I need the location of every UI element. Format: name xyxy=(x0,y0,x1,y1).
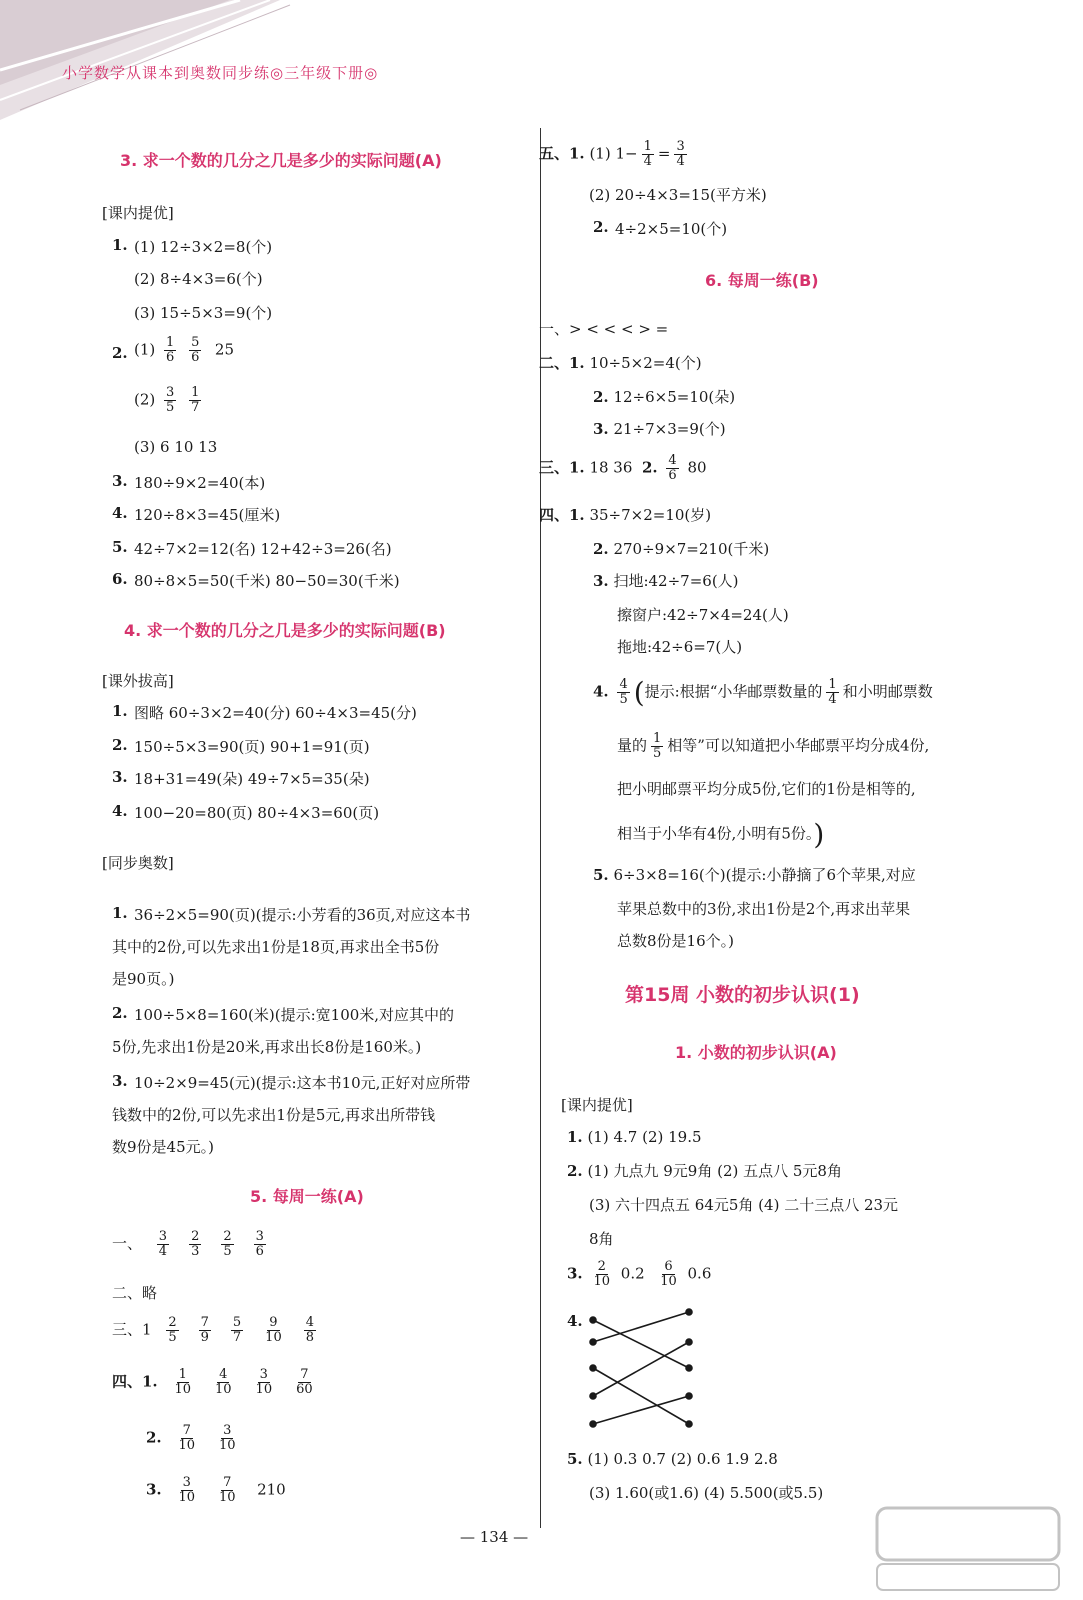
answer-line: 18+31=49(朵) 49÷7×5=35(朵) xyxy=(134,770,370,788)
label: 三、1. xyxy=(539,458,585,477)
answer-line: 钱数中的2份,可以先求出1份是5元,再求出所带钱 xyxy=(112,1106,436,1124)
value: (1) 九点九 9元9角 (2) 五点八 5元8角 xyxy=(587,1162,842,1180)
fraction: $\frac{2}{10}$ xyxy=(593,1259,610,1289)
answer-line: 苹果总数中的3份,求出1份是2个,再求出苹果 xyxy=(617,900,911,918)
fraction: $\frac{4}{6}$ xyxy=(668,453,677,483)
section-title: 6. 每周一练(B) xyxy=(705,271,819,290)
question-number: 4. xyxy=(112,504,128,522)
hint-text: 相等”可以知道把小华邮票平均分成4份, xyxy=(667,736,930,755)
label: (2) xyxy=(134,390,156,409)
answer-line xyxy=(567,1260,711,1289)
answer-line xyxy=(539,140,691,169)
value: 21÷7×3=9(个) xyxy=(613,420,726,438)
answer-line: 150÷5×3=90(页) 90+1=91(页) xyxy=(134,738,370,756)
section-title: 3. 求一个数的几分之几是多少的实际问题(A) xyxy=(120,151,442,170)
fraction: $\frac{1}{4}$ xyxy=(828,677,837,707)
section-title: 5. 每周一练(A) xyxy=(250,1187,364,1206)
answer-line: 二、略 xyxy=(112,1284,158,1302)
label: 2. xyxy=(146,1428,162,1447)
answer-line: 180÷9×2=40(本) xyxy=(134,474,266,492)
value: 210 xyxy=(257,1480,286,1499)
answer-line xyxy=(134,336,234,365)
question-number: 2. xyxy=(593,218,609,236)
value: 18 36 xyxy=(589,458,633,477)
answer-line xyxy=(112,1368,325,1397)
answer-line: 擦窗户:42÷7×4=24(人) xyxy=(617,606,789,624)
fraction-group xyxy=(162,1367,324,1397)
answer-line: 图略 60÷3×2=40(分) 60÷4×3=45(分) xyxy=(134,704,417,722)
label: 2. xyxy=(593,540,609,558)
answer-line: 4÷2×5=10(个) xyxy=(615,220,728,238)
fraction: $\frac{6}{10}$ xyxy=(660,1259,677,1289)
answer-line xyxy=(617,732,929,761)
answer-line: 10÷2×9=45(元)(提示:这本书10元,正好对应所带 xyxy=(134,1074,471,1092)
value: 270÷9×7=210(千米) xyxy=(613,540,770,558)
fraction: $\frac{5}{6}$ xyxy=(191,335,200,365)
section-tag: [课外拔高] xyxy=(102,672,174,690)
value: (1) 1− xyxy=(589,144,638,163)
question-number: 6. xyxy=(112,570,128,588)
label: (1) xyxy=(134,340,156,359)
value: 12÷6×5=10(朵) xyxy=(613,388,736,406)
answer-line xyxy=(539,352,702,373)
question-number: 4. xyxy=(112,802,128,820)
answer-line: (2) 20÷4×3=15(平方米) xyxy=(589,186,767,204)
label: 1. xyxy=(567,1128,583,1146)
question-number: 1. xyxy=(112,236,128,254)
fraction: $\frac{3}{5}$ xyxy=(166,385,175,415)
label: 3. xyxy=(567,1264,583,1283)
question-number: 2. xyxy=(112,1004,128,1022)
label: 3. xyxy=(593,420,609,438)
label: 五、1. xyxy=(539,144,585,163)
fraction: $\frac{3}{10}$ xyxy=(178,1475,195,1505)
answer-line: 8角 xyxy=(589,1230,614,1248)
answer-line xyxy=(146,1476,286,1505)
question-number: 2. xyxy=(112,736,128,754)
answer-line: 42÷7×2=12(名) 12+42÷3=26(名) xyxy=(134,540,392,558)
section-title: 4. 求一个数的几分之几是多少的实际问题(B) xyxy=(124,621,446,640)
answer-line xyxy=(567,1128,702,1146)
fraction: $\frac{7}{60}$ xyxy=(296,1367,313,1397)
answer-line xyxy=(567,1160,842,1181)
label: 3. xyxy=(593,572,609,590)
question-number: 2. xyxy=(112,344,128,362)
value: 80 xyxy=(687,458,707,477)
answer-line: 100÷5×8=160(米)(提示:宽100米,对应其中的 xyxy=(134,1006,455,1024)
answer-line: (3) 1.60(或1.6) (4) 5.500(或5.5) xyxy=(589,1484,824,1502)
fraction: $\frac{7}{9}$ xyxy=(200,1315,209,1345)
question-number: 1. xyxy=(112,702,128,720)
fraction: $\frac{2}{3}$ xyxy=(191,1229,200,1259)
fraction: $\frac{5}{7}$ xyxy=(232,1315,242,1345)
value: (1) 0.3 0.7 (2) 0.6 1.9 2.8 xyxy=(587,1450,778,1468)
label: 5. xyxy=(593,866,609,884)
label: 四、1. xyxy=(112,1372,158,1391)
fraction: $\frac{4}{5}$ xyxy=(619,677,628,707)
answer-line: 一、> < < < > = xyxy=(539,320,669,338)
answer-line xyxy=(146,1424,248,1453)
label: 2. xyxy=(567,1162,583,1180)
fraction: $\frac{2}{5}$ xyxy=(223,1229,232,1259)
section-tag: [课内提优] xyxy=(561,1096,633,1114)
label: 4. xyxy=(593,682,609,701)
fraction: $\frac{3}{4}$ xyxy=(676,139,685,169)
fraction: $\frac{1}{7}$ xyxy=(191,385,200,415)
fraction: $\frac{7}{10}$ xyxy=(219,1475,236,1505)
answer-line: 相当于小华有4份,小明有5份。) xyxy=(617,818,825,851)
answer-line: 4. $\frac{4}{5}$ (提示:根据“小华邮票数量的 $\frac{1}{4}$ 和小明邮票数 xyxy=(593,676,933,709)
chapter-title: 第15周 小数的初步认识(1) xyxy=(625,984,860,1006)
value: 35÷7×2=10(岁) xyxy=(589,506,712,524)
fraction: $\frac{3}{4}$ xyxy=(158,1229,168,1259)
label: 2. xyxy=(593,388,609,406)
answer-line xyxy=(593,570,739,591)
question-number: 4. xyxy=(567,1312,583,1330)
book-title: 小学数学从课本到奥数同步练◎三年级下册◎ xyxy=(62,64,379,82)
answer-line: 5份,先求出1份是20米,再求出长8份是160米。) xyxy=(112,1038,422,1056)
fraction-group xyxy=(166,1475,247,1505)
question-number: 3. xyxy=(112,768,128,786)
hint-text: 提示:根据“小华邮票数量的 xyxy=(644,682,823,701)
answer-line: 其中的2份,可以先求出1份是18页,再求出全书5份 xyxy=(112,938,440,956)
question-number: 5. xyxy=(112,538,128,556)
value: 6÷3×8=16(个)(提示:小静摘了6个苹果,对应 xyxy=(613,866,916,884)
answer-line: (1) 12÷3×2=8(个) xyxy=(134,238,273,256)
page-number: — 134 — xyxy=(460,1528,529,1546)
fraction-group xyxy=(166,1423,247,1453)
label: 2. xyxy=(641,458,658,477)
fraction: $\frac{1}{6}$ xyxy=(166,335,175,365)
fraction: $\frac{4}{8}$ xyxy=(305,1315,314,1345)
fraction: $\frac{4}{10}$ xyxy=(215,1367,232,1397)
label: 3. xyxy=(146,1480,162,1499)
fraction: $\frac{7}{10}$ xyxy=(178,1423,195,1453)
label: 三、1 xyxy=(112,1320,152,1339)
answer-line: 总数8份是16个。) xyxy=(617,932,734,950)
fraction: $\frac{3}{6}$ xyxy=(255,1229,264,1259)
answer-line: (3) 6 10 13 xyxy=(134,438,218,456)
answer-line xyxy=(593,538,769,559)
answer-line: 100−20=80(页) 80÷4×3=60(页) xyxy=(134,804,380,822)
fraction: $\frac{9}{10}$ xyxy=(265,1315,282,1345)
answer-line xyxy=(112,1316,326,1345)
answer-line xyxy=(539,504,711,525)
answer-line xyxy=(112,1230,276,1259)
answer-line: 是90页。) xyxy=(112,970,175,988)
answer-line xyxy=(567,1450,778,1468)
question-number: 3. xyxy=(112,472,128,490)
value: = xyxy=(657,144,671,163)
fraction: $\frac{1}{10}$ xyxy=(174,1367,191,1397)
fraction-group xyxy=(156,1315,326,1345)
hint-text: 和小明邮票数 xyxy=(842,682,933,701)
answer-line xyxy=(134,386,205,415)
value: 0.2 xyxy=(620,1264,645,1283)
fraction: $\frac{3}{10}$ xyxy=(255,1367,273,1397)
answer-line xyxy=(593,418,726,439)
question-number: 1. xyxy=(112,904,128,922)
hint-text: 量的 xyxy=(617,736,648,755)
fraction-group xyxy=(147,1229,276,1259)
answer-line: 把小明邮票平均分成5份,它们的1份是相等的, xyxy=(617,780,916,798)
answer-line: (3) 15÷5×3=9(个) xyxy=(134,304,273,322)
answer-line: 80÷8×5=50(千米) 80−50=30(千米) xyxy=(134,572,400,590)
value: 0.6 xyxy=(687,1264,712,1283)
question-number: 3. xyxy=(112,1072,128,1090)
hint-text: 相当于小华有4份,小明有5份。 xyxy=(617,824,814,843)
section-tag: [同步奥数] xyxy=(102,854,174,872)
answer-line: (2) 8÷4×3=6(个) xyxy=(134,270,263,288)
section-tag: [课内提优] xyxy=(102,204,174,222)
label: 四、1. xyxy=(539,506,585,524)
value: 10÷5×2=4(个) xyxy=(589,354,702,372)
section-title: 1. 小数的初步认识(A) xyxy=(675,1043,837,1062)
answer-line: 数9份是45元。) xyxy=(112,1138,214,1156)
value: 扫地:42÷7=6(人) xyxy=(613,572,739,590)
answer-line: 36÷2×5=90(页)(提示:小芳看的36页,对应这本书 xyxy=(134,906,471,924)
fraction: $\frac{3}{10}$ xyxy=(219,1423,236,1453)
answer-line xyxy=(593,864,916,885)
answer-line: 拖地:42÷6=7(人) xyxy=(617,638,743,656)
answer-line xyxy=(539,454,707,483)
value: 25 xyxy=(214,340,235,359)
value: (1) 4.7 (2) 19.5 xyxy=(587,1128,702,1146)
watermark-logo xyxy=(873,1504,1063,1594)
answer-line xyxy=(593,386,735,407)
fraction: $\frac{1}{4}$ xyxy=(643,139,652,169)
answer-line: 120÷8×3=45(厘米) xyxy=(134,506,281,524)
label: 5. xyxy=(567,1450,583,1468)
fraction: $\frac{2}{5}$ xyxy=(168,1315,177,1345)
fraction: $\frac{1}{5}$ xyxy=(653,731,662,761)
matching-lines-diagram xyxy=(585,1306,695,1436)
answer-line: (3) 六十四点五 64元5角 (4) 二十三点八 23元 xyxy=(589,1196,899,1214)
label: 一、 xyxy=(112,1234,143,1253)
label: 二、1. xyxy=(539,354,585,372)
